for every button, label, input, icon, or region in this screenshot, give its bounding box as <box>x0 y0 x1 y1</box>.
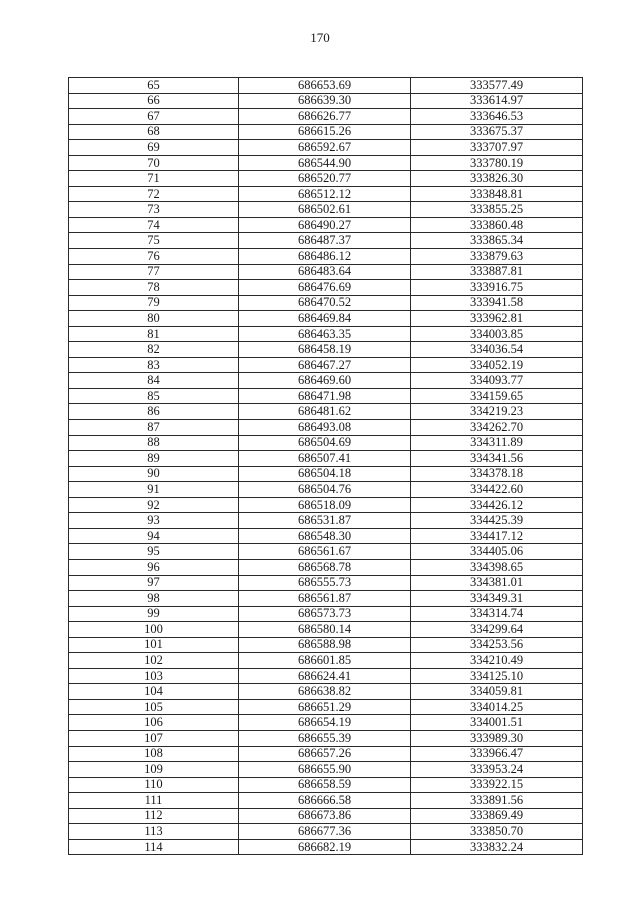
x-coordinate-cell: 686504.69 <box>239 435 411 451</box>
table-row <box>69 824 583 840</box>
y-coordinate-cell: 334219.23 <box>411 404 583 420</box>
x-coordinate-cell: 686463.35 <box>239 326 411 342</box>
table-row <box>69 124 583 140</box>
table-row <box>69 544 583 560</box>
x-coordinate-cell: 686615.26 <box>239 124 411 140</box>
table-row <box>69 404 583 420</box>
y-coordinate-cell: 333891.56 <box>411 793 583 809</box>
point-number-cell: 99 <box>69 606 239 622</box>
table-row <box>69 497 583 513</box>
y-coordinate-cell: 334314.74 <box>411 606 583 622</box>
table-row <box>69 140 583 156</box>
table-row <box>69 466 583 482</box>
point-number-cell: 112 <box>69 808 239 824</box>
point-number-cell: 77 <box>69 264 239 280</box>
y-coordinate-cell: 333855.25 <box>411 202 583 218</box>
table-row <box>69 730 583 746</box>
y-coordinate-cell: 333646.53 <box>411 109 583 125</box>
x-coordinate-cell: 686651.29 <box>239 699 411 715</box>
y-coordinate-cell: 334253.56 <box>411 637 583 653</box>
x-coordinate-cell: 686592.67 <box>239 140 411 156</box>
y-coordinate-cell: 334003.85 <box>411 326 583 342</box>
table-row <box>69 342 583 358</box>
x-coordinate-cell: 686639.30 <box>239 93 411 109</box>
table-row <box>69 295 583 311</box>
y-coordinate-cell: 333577.49 <box>411 78 583 94</box>
table-row <box>69 653 583 669</box>
y-coordinate-cell: 333826.30 <box>411 171 583 187</box>
point-number-cell: 73 <box>69 202 239 218</box>
table-row <box>69 357 583 373</box>
x-coordinate-cell: 686504.18 <box>239 466 411 482</box>
table-row <box>69 388 583 404</box>
point-number-cell: 83 <box>69 357 239 373</box>
y-coordinate-cell: 334001.51 <box>411 715 583 731</box>
x-coordinate-cell: 686470.52 <box>239 295 411 311</box>
x-coordinate-cell: 686469.60 <box>239 373 411 389</box>
x-coordinate-cell: 686561.67 <box>239 544 411 560</box>
point-number-cell: 108 <box>69 746 239 762</box>
table-row <box>69 715 583 731</box>
table-row <box>69 606 583 622</box>
table-row <box>69 762 583 778</box>
x-coordinate-cell: 686673.86 <box>239 808 411 824</box>
y-coordinate-cell: 333869.49 <box>411 808 583 824</box>
point-number-cell: 109 <box>69 762 239 778</box>
x-coordinate-cell: 686657.26 <box>239 746 411 762</box>
table-row <box>69 793 583 809</box>
y-coordinate-cell: 334052.19 <box>411 357 583 373</box>
x-coordinate-cell: 686502.61 <box>239 202 411 218</box>
x-coordinate-cell: 686544.90 <box>239 155 411 171</box>
table-row <box>69 264 583 280</box>
x-coordinate-cell: 686469.84 <box>239 311 411 327</box>
y-coordinate-cell: 334125.10 <box>411 668 583 684</box>
table-row <box>69 435 583 451</box>
point-number-cell: 80 <box>69 311 239 327</box>
point-number-cell: 92 <box>69 497 239 513</box>
table-row <box>69 482 583 498</box>
point-number-cell: 78 <box>69 280 239 296</box>
y-coordinate-cell: 334349.31 <box>411 591 583 607</box>
x-coordinate-cell: 686601.85 <box>239 653 411 669</box>
x-coordinate-cell: 686486.12 <box>239 249 411 265</box>
point-number-cell: 66 <box>69 93 239 109</box>
y-coordinate-cell: 333922.15 <box>411 777 583 793</box>
x-coordinate-cell: 686458.19 <box>239 342 411 358</box>
table-row <box>69 420 583 436</box>
x-coordinate-cell: 686493.08 <box>239 420 411 436</box>
x-coordinate-cell: 686561.87 <box>239 591 411 607</box>
y-coordinate-cell: 334014.25 <box>411 699 583 715</box>
x-coordinate-cell: 686520.77 <box>239 171 411 187</box>
page-number: 170 <box>310 30 330 45</box>
point-number-cell: 96 <box>69 559 239 575</box>
point-number-cell: 68 <box>69 124 239 140</box>
point-number-cell: 75 <box>69 233 239 249</box>
point-number-cell: 90 <box>69 466 239 482</box>
y-coordinate-cell: 334381.01 <box>411 575 583 591</box>
y-coordinate-cell: 334299.64 <box>411 622 583 638</box>
point-number-cell: 113 <box>69 824 239 840</box>
x-coordinate-cell: 686580.14 <box>239 622 411 638</box>
table-row <box>69 622 583 638</box>
y-coordinate-cell: 333953.24 <box>411 762 583 778</box>
point-number-cell: 105 <box>69 699 239 715</box>
point-number-cell: 98 <box>69 591 239 607</box>
table-row <box>69 93 583 109</box>
point-number-cell: 89 <box>69 451 239 467</box>
coordinates-table-body <box>69 78 583 855</box>
x-coordinate-cell: 686682.19 <box>239 839 411 855</box>
point-number-cell: 74 <box>69 217 239 233</box>
y-coordinate-cell: 334405.06 <box>411 544 583 560</box>
y-coordinate-cell: 334425.39 <box>411 513 583 529</box>
x-coordinate-cell: 686666.58 <box>239 793 411 809</box>
y-coordinate-cell: 333966.47 <box>411 746 583 762</box>
y-coordinate-cell: 333989.30 <box>411 730 583 746</box>
y-coordinate-cell: 334417.12 <box>411 528 583 544</box>
table-row <box>69 451 583 467</box>
x-coordinate-cell: 686626.77 <box>239 109 411 125</box>
point-number-cell: 106 <box>69 715 239 731</box>
x-coordinate-cell: 686568.78 <box>239 559 411 575</box>
point-number-cell: 104 <box>69 684 239 700</box>
y-coordinate-cell: 334210.49 <box>411 653 583 669</box>
coordinates-table <box>68 77 583 855</box>
x-coordinate-cell: 686653.69 <box>239 78 411 94</box>
table-row <box>69 155 583 171</box>
point-number-cell: 85 <box>69 388 239 404</box>
table-row <box>69 202 583 218</box>
point-number-cell: 103 <box>69 668 239 684</box>
y-coordinate-cell: 333962.81 <box>411 311 583 327</box>
table-row <box>69 513 583 529</box>
point-number-cell: 87 <box>69 420 239 436</box>
x-coordinate-cell: 686467.27 <box>239 357 411 373</box>
table-row <box>69 777 583 793</box>
point-number-cell: 100 <box>69 622 239 638</box>
table-row <box>69 808 583 824</box>
x-coordinate-cell: 686483.64 <box>239 264 411 280</box>
y-coordinate-cell: 333941.58 <box>411 295 583 311</box>
x-coordinate-cell: 686490.27 <box>239 217 411 233</box>
table-row <box>69 249 583 265</box>
y-coordinate-cell: 333848.81 <box>411 186 583 202</box>
table-row <box>69 171 583 187</box>
point-number-cell: 65 <box>69 78 239 94</box>
table-row <box>69 668 583 684</box>
table-row <box>69 839 583 855</box>
y-coordinate-cell: 334093.77 <box>411 373 583 389</box>
table-row <box>69 637 583 653</box>
table-row <box>69 233 583 249</box>
x-coordinate-cell: 686677.36 <box>239 824 411 840</box>
x-coordinate-cell: 686555.73 <box>239 575 411 591</box>
point-number-cell: 95 <box>69 544 239 560</box>
x-coordinate-cell: 686512.12 <box>239 186 411 202</box>
x-coordinate-cell: 686624.41 <box>239 668 411 684</box>
y-coordinate-cell: 334159.65 <box>411 388 583 404</box>
point-number-cell: 81 <box>69 326 239 342</box>
table-row <box>69 575 583 591</box>
x-coordinate-cell: 686573.73 <box>239 606 411 622</box>
table-row <box>69 78 583 94</box>
point-number-cell: 84 <box>69 373 239 389</box>
table-row <box>69 746 583 762</box>
point-number-cell: 93 <box>69 513 239 529</box>
y-coordinate-cell: 334059.81 <box>411 684 583 700</box>
x-coordinate-cell: 686655.90 <box>239 762 411 778</box>
x-coordinate-cell: 686654.19 <box>239 715 411 731</box>
table-row <box>69 528 583 544</box>
point-number-cell: 82 <box>69 342 239 358</box>
point-number-cell: 86 <box>69 404 239 420</box>
y-coordinate-cell: 334036.54 <box>411 342 583 358</box>
point-number-cell: 76 <box>69 249 239 265</box>
point-number-cell: 107 <box>69 730 239 746</box>
point-number-cell: 102 <box>69 653 239 669</box>
point-number-cell: 110 <box>69 777 239 793</box>
y-coordinate-cell: 334262.70 <box>411 420 583 436</box>
x-coordinate-cell: 686471.98 <box>239 388 411 404</box>
y-coordinate-cell: 333850.70 <box>411 824 583 840</box>
point-number-cell: 97 <box>69 575 239 591</box>
point-number-cell: 71 <box>69 171 239 187</box>
x-coordinate-cell: 686588.98 <box>239 637 411 653</box>
y-coordinate-cell: 333675.37 <box>411 124 583 140</box>
y-coordinate-cell: 334311.89 <box>411 435 583 451</box>
x-coordinate-cell: 686531.87 <box>239 513 411 529</box>
x-coordinate-cell: 686518.09 <box>239 497 411 513</box>
y-coordinate-cell: 333780.19 <box>411 155 583 171</box>
x-coordinate-cell: 686507.41 <box>239 451 411 467</box>
x-coordinate-cell: 686504.76 <box>239 482 411 498</box>
y-coordinate-cell: 333865.34 <box>411 233 583 249</box>
y-coordinate-cell: 333614.97 <box>411 93 583 109</box>
point-number-cell: 94 <box>69 528 239 544</box>
y-coordinate-cell: 333916.75 <box>411 280 583 296</box>
x-coordinate-cell: 686476.69 <box>239 280 411 296</box>
point-number-cell: 79 <box>69 295 239 311</box>
table-row <box>69 699 583 715</box>
x-coordinate-cell: 686638.82 <box>239 684 411 700</box>
table-row <box>69 109 583 125</box>
x-coordinate-cell: 686548.30 <box>239 528 411 544</box>
x-coordinate-cell: 686658.59 <box>239 777 411 793</box>
table-row <box>69 559 583 575</box>
y-coordinate-cell: 334398.65 <box>411 559 583 575</box>
y-coordinate-cell: 333879.63 <box>411 249 583 265</box>
x-coordinate-cell: 686655.39 <box>239 730 411 746</box>
table-row <box>69 186 583 202</box>
y-coordinate-cell: 333707.97 <box>411 140 583 156</box>
table-row <box>69 373 583 389</box>
table-row <box>69 280 583 296</box>
table-row <box>69 591 583 607</box>
y-coordinate-cell: 334341.56 <box>411 451 583 467</box>
point-number-cell: 69 <box>69 140 239 156</box>
point-number-cell: 67 <box>69 109 239 125</box>
y-coordinate-cell: 333832.24 <box>411 839 583 855</box>
point-number-cell: 111 <box>69 793 239 809</box>
y-coordinate-cell: 333860.48 <box>411 217 583 233</box>
table-row <box>69 217 583 233</box>
table-row <box>69 684 583 700</box>
x-coordinate-cell: 686487.37 <box>239 233 411 249</box>
x-coordinate-cell: 686481.62 <box>239 404 411 420</box>
point-number-cell: 88 <box>69 435 239 451</box>
table-row <box>69 326 583 342</box>
y-coordinate-cell: 333887.81 <box>411 264 583 280</box>
point-number-cell: 91 <box>69 482 239 498</box>
y-coordinate-cell: 334426.12 <box>411 497 583 513</box>
y-coordinate-cell: 334422.60 <box>411 482 583 498</box>
point-number-cell: 70 <box>69 155 239 171</box>
point-number-cell: 72 <box>69 186 239 202</box>
point-number-cell: 114 <box>69 839 239 855</box>
point-number-cell: 101 <box>69 637 239 653</box>
y-coordinate-cell: 334378.18 <box>411 466 583 482</box>
table-row <box>69 311 583 327</box>
